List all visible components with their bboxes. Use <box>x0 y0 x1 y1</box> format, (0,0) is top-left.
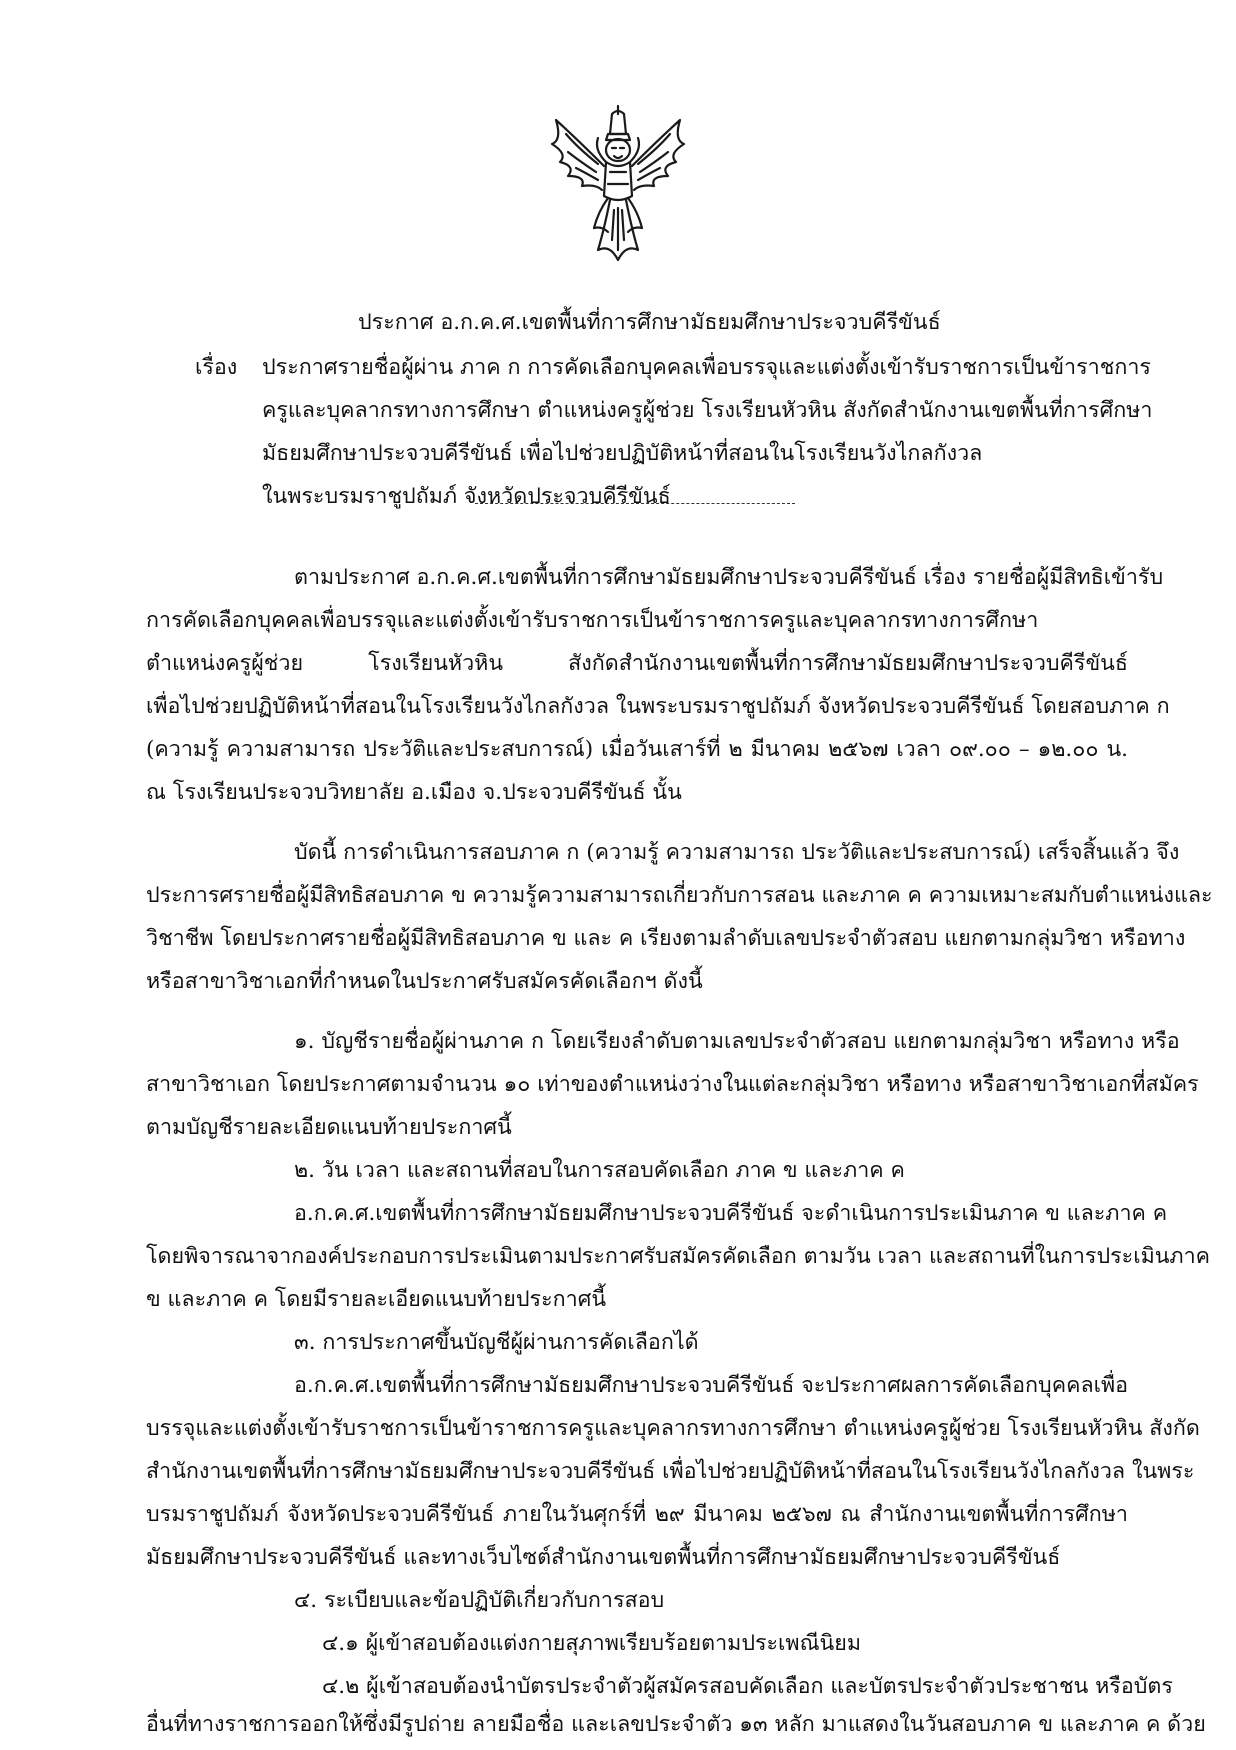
list-item: ๔.๑ ผู้เข้าสอบต้องแต่งกายสุภาพเรียบร้อยตามประเพณีนิยม <box>322 1631 861 1656</box>
list-item: บรมราชูปถัมภ์ จังหวัดประจวบคีรีขันธ์ ภายในวันศุกร์ที่ ๒๙ มีนาคม ๒๕๖๗ ณ สำนักงานเขตพื้นที่การศึกษา <box>146 1502 1128 1527</box>
section-heading: ๒. วัน เวลา และสถานที่สอบในการสอบคัดเลือก ภาค ข และภาค ค <box>294 1158 905 1183</box>
list-item: บรรจุและแต่งตั้งเข้ารับราชการเป็นข้าราชการครูและบุคลากรทางการศึกษา ตำแหน่งครูผู้ช่วย โรงเรียนหัวหิน สังกัด <box>146 1416 1200 1441</box>
paragraph-line: ตำแหน่งครูผู้ช่วย โรงเรียนหัวหิน สังกัดสำนักงานเขตพื้นที่การศึกษามัธยมศึกษาประจวบคีรีขันธ์ <box>146 651 1128 676</box>
paragraph-line: บัดนี้ การดำเนินการสอบภาค ก (ความรู้ ความสามารถ ประวัติและประสบการณ์) เสร็จสิ้นแล้ว จึง <box>294 840 1180 865</box>
subject-line: ในพระบรมราชูปถัมภ์ จังหวัดประจวบคีรีขันธ์ <box>262 484 671 509</box>
list-item: โดยพิจารณาจากองค์ประกอบการประเมินตามประกาศรับสมัครคัดเลือก ตามวัน เวลา และสถานที่ในการประเมินภาค <box>146 1244 1211 1269</box>
list-item: ๑. บัญชีรายชื่อผู้ผ่านภาค ก โดยเรียงลำดับตามเลขประจำตัวสอบ แยกตามกลุ่มวิชา หรือทาง หรือ <box>294 1029 1180 1054</box>
paragraph-line: เพื่อไปช่วยปฏิบัติหน้าที่สอนในโรงเรียนวังไกลกังวล ในพระบรมราชูปถัมภ์ จังหวัดประจวบคีรีขันธ์ โดยสอบภาค ก <box>146 694 1170 719</box>
subject-label: เรื่อง <box>195 355 238 380</box>
list-item: อ.ก.ค.ศ.เขตพื้นที่การศึกษามัธยมศึกษาประจวบคีรีขันธ์ จะประกาศผลการคัดเลือกบุคคลเพื่อ <box>294 1373 1129 1398</box>
list-item: ข และภาค ค โดยมีรายละเอียดแนบท้ายประกาศนี้ <box>146 1287 607 1312</box>
subject-line: มัธยมศึกษาประจวบคีรีขันธ์ เพื่อไปช่วยปฏิบัติหน้าที่สอนในโรงเรียนวังไกลกังวล <box>262 441 983 466</box>
separator-line <box>475 503 795 504</box>
paragraph-line: ณ โรงเรียนประจวบวิทยาลัย อ.เมือง จ.ประจวบคีรีขันธ์ นั้น <box>146 780 682 805</box>
paragraph-line: ตามประกาศ อ.ก.ค.ศ.เขตพื้นที่การศึกษามัธยมศึกษาประจวบคีรีขันธ์ เรื่อง รายชื่อผู้มีสิทธิเข้ารับ <box>294 565 1164 590</box>
paragraph-line: หรือสาขาวิชาเอกที่กำหนดในประกาศรับสมัครคัดเลือกฯ ดังนี้ <box>146 969 703 994</box>
paragraph-line: (ความรู้ ความสามารถ ประวัติและประสบการณ์) เมื่อวันเสาร์ที่ ๒ มีนาคม ๒๕๖๗ เวลา ๐๙.๐๐ – ๑๒.๐๐ น. <box>146 737 1128 762</box>
list-item: สาขาวิชาเอก โดยประกาศตามจำนวน ๑๐ เท่าของตำแหน่งว่างในแต่ละกลุ่มวิชา หรือทาง หรือสาขาวิชาเอกที่สมัคร <box>146 1072 1199 1097</box>
list-item: มัธยมศึกษาประจวบคีรีขันธ์ และทางเว็บไซต์สำนักงานเขตพื้นที่การศึกษามัธยมศึกษาประจวบคีรีขันธ์ <box>146 1545 1061 1570</box>
paragraph-line: การคัดเลือกบุคคลเพื่อบรรจุและแต่งตั้งเข้ารับราชการเป็นข้าราชการครูและบุคลากรทางการศึกษา <box>146 608 1039 633</box>
paragraph-line: ประการศรายชื่อผู้มีสิทธิสอบภาค ข ความรู้ความสามารถเกี่ยวกับการสอน และภาค ค ความเหมาะสมกับตำแหน่งและ <box>146 883 1213 908</box>
paragraph-line: วิชาชีพ โดยประกาศรายชื่อผู้มีสิทธิสอบภาค ข และ ค เรียงตามลำดับเลขประจำตัวสอบ แยกตามกลุ่มวิชา หรือทาง <box>146 926 1186 951</box>
list-item: ๔.๒ ผู้เข้าสอบต้องนำบัตรประจำตัวผู้สมัครสอบคัดเลือก และบัตรประจำตัวประชาชน หรือบัตร <box>322 1674 1173 1699</box>
page-title: ประกาศ อ.ก.ค.ศ.เขตพื้นที่การศึกษามัธยมศึกษาประจวบคีรีขันธ์ <box>358 310 941 335</box>
subject-line: ครูและบุคลากรทางการศึกษา ตำแหน่งครูผู้ช่วย โรงเรียนหัวหิน สังกัดสำนักงานเขตพื้นที่การศึกษา <box>262 398 1153 423</box>
list-item: ตามบัญชีรายละเอียดแนบท้ายประกาศนี้ <box>146 1115 512 1140</box>
section-heading: ๔. ระเบียบและข้อปฏิบัติเกี่ยวกับการสอบ <box>294 1588 665 1613</box>
list-item: สำนักงานเขตพื้นที่การศึกษามัธยมศึกษาประจวบคีรีขันธ์ เพื่อไปช่วยปฏิบัติหน้าที่สอนในโรงเรียนวังไกลกังวล ในพระ <box>146 1459 1195 1484</box>
list-item: อ.ก.ค.ศ.เขตพื้นที่การศึกษามัธยมศึกษาประจวบคีรีขันธ์ จะดำเนินการประเมินภาค ข และภาค ค <box>294 1201 1168 1226</box>
section-heading: ๓. การประกาศขึ้นบัญชีผู้ผ่านการคัดเลือกได้ <box>294 1330 699 1355</box>
list-item: อื่นที่ทางราชการออกให้ซึ่งมีรูปถ่าย ลายมือชื่อ และเลขประจำตัว ๑๓ หลัก มาแสดงในวันสอบภาค ข และภาค ค ด้วย <box>146 1712 1206 1737</box>
subject-line: ประกาศรายชื่อผู้ผ่าน ภาค ก การคัดเลือกบุคคลเพื่อบรรจุและแต่งตั้งเข้ารับราชการเป็นข้าราชการ <box>262 355 1151 380</box>
garuda-emblem-icon <box>538 100 698 270</box>
